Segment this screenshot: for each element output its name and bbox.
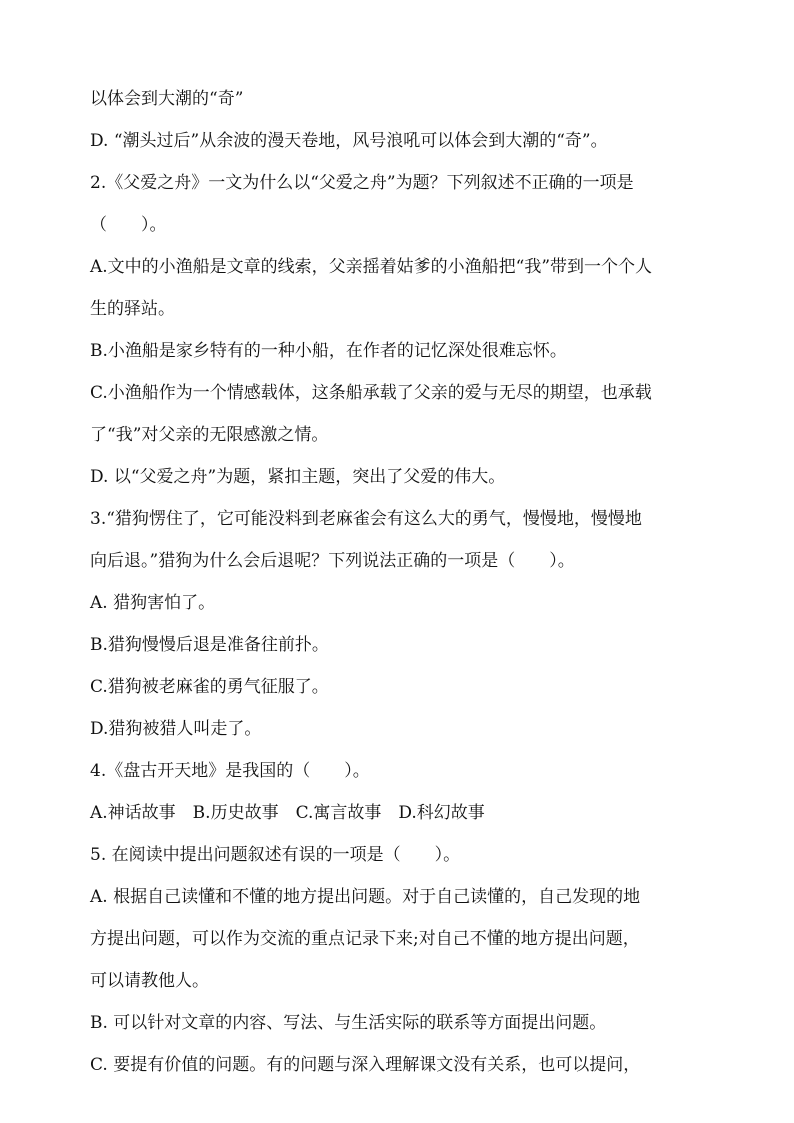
text-line: A.文中的小渔船是文章的线索，父亲摇着姑爹的小渔船把“我”带到一个个人 [90,257,653,277]
text-line: A. 根据自己读懂和不懂的地方提出问题。对于自己读懂的，自己发现的地 [90,887,641,907]
text-line: B.猎狗慢慢后退是准备往前扑。 [90,635,329,655]
text-line: B. 可以针对文章的内容、写法、与生活实际的联系等方面提出问题。 [90,1013,607,1033]
text-line: A. 猎狗害怕了。 [90,593,216,613]
text-line: B.小渔船是家乡特有的一种小船，在作者的记忆深处很难忘怀。 [90,341,567,361]
text-line: 5. 在阅读中提出问题叙述有误的一项是（ ）。 [90,845,461,865]
text-line: 方提出问题，可以作为交流的重点记录下来;对自己不懂的地方提出问题， [90,929,640,949]
text-line: D. 以“父爱之舟”为题，紧扣主题，突出了父爱的伟大。 [90,467,506,487]
text-line: 可以请教他人。 [90,971,209,991]
text-line: 生的驿站。 [90,299,175,319]
text-line: 4.《盘古开天地》是我国的（ ）。 [90,761,370,781]
text-line: 3.“猎狗愣住了，它可能没料到老麻雀会有这么大的勇气，慢慢地，慢慢地 [90,509,642,529]
text-line: D. “潮头过后”从余波的漫天卷地，风号浪吼可以体会到大潮的“奇”。 [90,131,608,151]
text-line: 向后退。”猎狗为什么会后退呢？下列说法正确的一项是（ ）。 [90,551,575,571]
text-line: D.猎狗被猎人叫走了。 [90,719,262,739]
text-line: A.神话故事 B.历史故事 C.寓言故事 D.科幻故事 [90,803,485,823]
text-line: 了“我”对父亲的无限感激之情。 [90,425,329,445]
text-line: 2.《父爱之舟》一文为什么以“父爱之舟”为题？下列叙述不正确的一项是 [90,173,634,193]
text-line: 以体会到大潮的“奇” [90,89,244,109]
text-line: C.猎狗被老麻雀的勇气征服了。 [90,677,329,697]
text-line: C. 要提有价值的问题。有的问题与深入理解课文没有关系，也可以提问， [90,1055,641,1075]
text-line: C.小渔船作为一个情感载体，这条船承载了父亲的爱与无尽的期望，也承载 [90,383,652,403]
text-line: （ ）。 [90,215,167,235]
